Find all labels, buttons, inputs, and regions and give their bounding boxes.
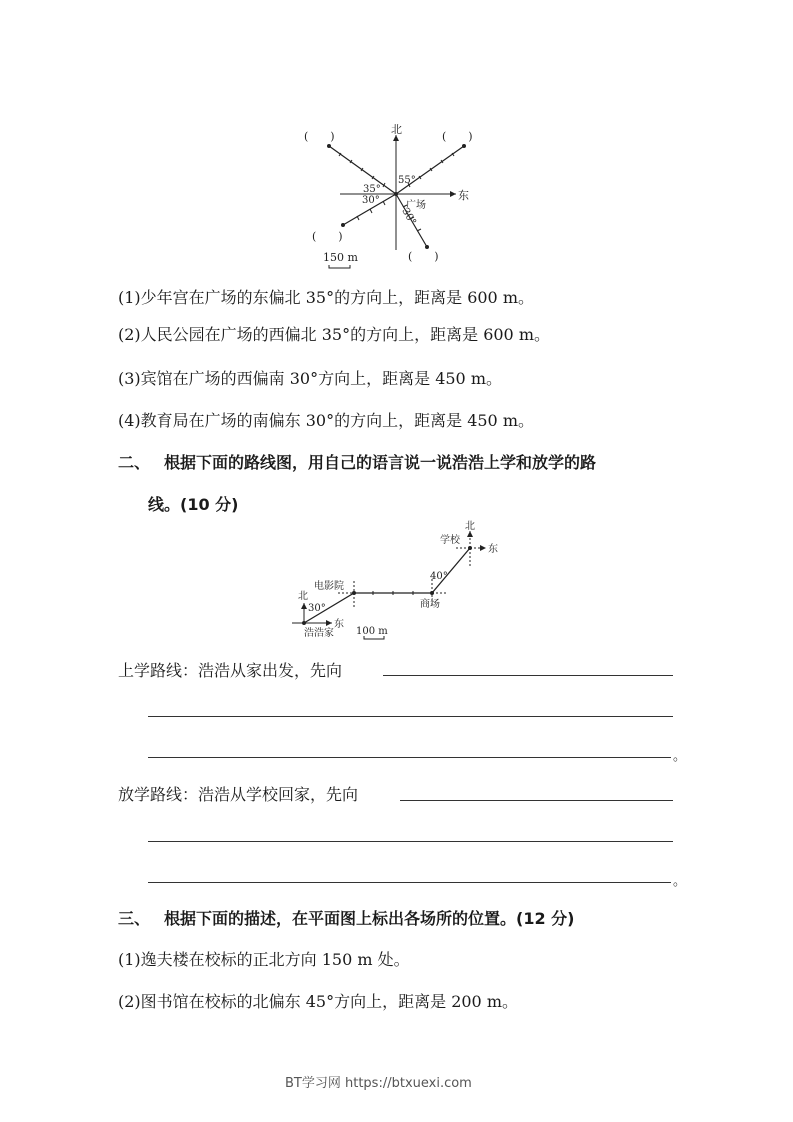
- to-school-answer-1[interactable]: [383, 675, 673, 676]
- north-label: 北: [391, 123, 402, 136]
- item-youth-palace: (1)少年宫在广场的东偏北 35°的方向上，距离是 600 m。: [118, 288, 534, 307]
- blank-sw: ( ): [312, 230, 343, 243]
- item-yifu-building: (1)逸夫楼在校标的正北方向 150 m 处。: [118, 950, 410, 969]
- route-map: [280, 515, 520, 645]
- footer-watermark: BT学习网 https://btxuexi.com: [285, 1076, 472, 1091]
- home-label: 浩浩家: [304, 628, 334, 639]
- section2-title: 根据下面的路线图，用自己的语言说一说浩浩上学和放学的路: [164, 453, 597, 472]
- blank-ne: ( ): [442, 130, 473, 143]
- plaza-label: 广场: [406, 200, 426, 211]
- svg-text:东: 东: [334, 619, 344, 630]
- from-school-answer-1[interactable]: [400, 800, 673, 801]
- svg-text:55°: 55°: [398, 175, 416, 186]
- mall-label: 商场: [420, 599, 440, 610]
- svg-text:东: 东: [488, 544, 498, 555]
- from-school-label: 放学路线：浩浩从学校回家，先向: [118, 785, 359, 804]
- section2-title-cont: 线。(10 分): [148, 495, 239, 514]
- to-school-answer-3[interactable]: [148, 757, 671, 758]
- svg-text:北: 北: [465, 521, 475, 532]
- section2-number: 二、: [118, 453, 151, 472]
- svg-text:30°: 30°: [399, 206, 418, 228]
- item-education-bureau: (4)教育局在广场的南偏东 30°的方向上，距离是 450 m。: [118, 411, 534, 430]
- section3-number: 三、: [118, 909, 151, 928]
- scale-label: 150 m: [323, 251, 358, 264]
- svg-text:40°: 40°: [430, 571, 448, 582]
- cinema-label: 电影院: [314, 581, 344, 592]
- to-school-answer-2[interactable]: [148, 716, 673, 717]
- from-school-answer-3[interactable]: [148, 882, 671, 883]
- scale-label: 100 m: [356, 626, 388, 637]
- item-hotel: (3)宾馆在广场的西偏南 30°方向上，距离是 450 m。: [118, 369, 502, 388]
- blank-se: ( ): [408, 250, 439, 263]
- east-label: 东: [458, 189, 469, 202]
- svg-text:北: 北: [298, 591, 308, 602]
- svg-text:35°: 35°: [363, 184, 381, 195]
- svg-text:30°: 30°: [308, 603, 326, 614]
- section3-title: 根据下面的描述，在平面图上标出各场所的位置。(12 分): [164, 909, 575, 928]
- item-library: (2)图书馆在校标的北偏东 45°方向上，距离是 200 m。: [118, 992, 518, 1011]
- school-label: 学校: [440, 535, 460, 546]
- direction-diagram-plaza: [290, 115, 510, 275]
- to-school-label: 上学路线：浩浩从家出发，先向: [118, 661, 343, 680]
- blank-nw: ( ): [304, 130, 335, 143]
- svg-text:30°: 30°: [362, 195, 380, 206]
- item-peoples-park: (2)人民公园在广场的西偏北 35°的方向上，距离是 600 m。: [118, 325, 550, 344]
- from-school-answer-2[interactable]: [148, 841, 673, 842]
